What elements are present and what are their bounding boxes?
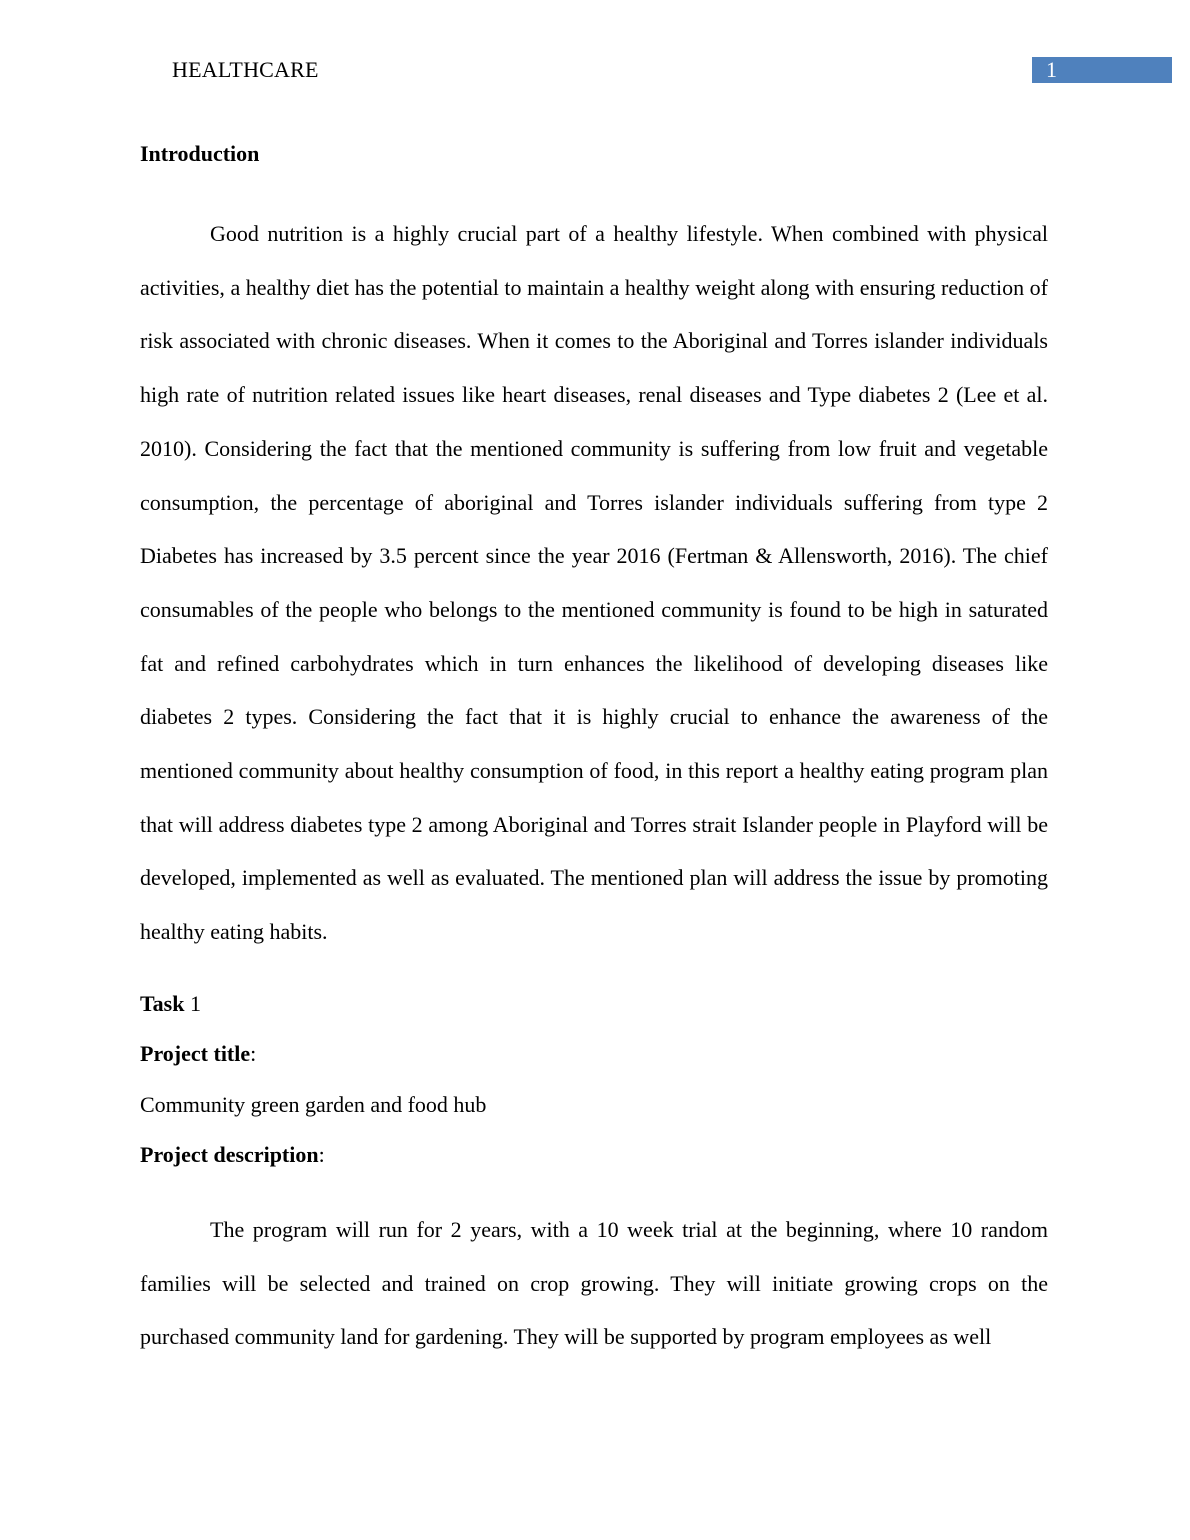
colon: : bbox=[318, 1142, 325, 1168]
project-description-paragraph: The program will run for 2 years, with a 10 week trial at the beginning, where 10 random families will be selected and trained on crop growing. They will initiate growing crops on the purchased community land for gardening. They will be supported by program employees as well bbox=[140, 1216, 1048, 1350]
project-title: Community green garden and food hub bbox=[140, 1091, 487, 1117]
introduction-heading: Introduction bbox=[140, 141, 260, 166]
spacer bbox=[140, 959, 1048, 979]
task-number: 1 bbox=[189, 990, 201, 1016]
project-description-label-line bbox=[140, 1130, 1048, 1181]
document-body bbox=[140, 136, 1048, 1364]
introduction-paragraph: Good nutrition is a highly crucial part of a healthy lifestyle. When combined with physical activities, a healthy diet has the potential to maintain a healthy weight along with ensuring reduction of risk associated with chronic diseases. When it comes to the Aboriginal and Torres islander individuals high rate of nutrition related issues like heart diseases, renal diseases and Type diabetes 2 (Lee et al. 2010). Considering the fact that the mentioned community is suffering from low fruit and vegetable consumption, the percentage of aboriginal and Torres islander individuals suffering from type 2 Diabetes has increased by 3.5 percent since the year 2016 (Fertman & Allensworth, 2016). The chief consumables of the people who belongs to the mentioned community is found to be high in saturated fat and refined carbohydrates which in turn enhances the likelihood of developing diseases like diabetes 2 types. Considering the fact that it is highly crucial to enhance the awareness of the mentioned community about healthy consumption of food, in this report a healthy eating program plan that will address diabetes type 2 among Aboriginal and Torres strait Islander people in Playford will be developed, implemented as well as evaluated. The mentioned plan will address the issue by promoting healthy eating habits. bbox=[140, 221, 1048, 945]
task-label: Task bbox=[140, 990, 185, 1016]
colon: : bbox=[250, 1041, 257, 1067]
page-number-box bbox=[1032, 57, 1172, 83]
project-title-label-line bbox=[140, 1029, 1048, 1080]
page-number: 1 bbox=[1046, 57, 1057, 82]
project-title-label: Project title bbox=[140, 1041, 251, 1067]
running-header-title: HEALTHCARE bbox=[172, 57, 319, 82]
task-line bbox=[140, 979, 1048, 1030]
spacer bbox=[140, 1181, 1048, 1203]
project-description-label: Project description bbox=[140, 1142, 319, 1168]
